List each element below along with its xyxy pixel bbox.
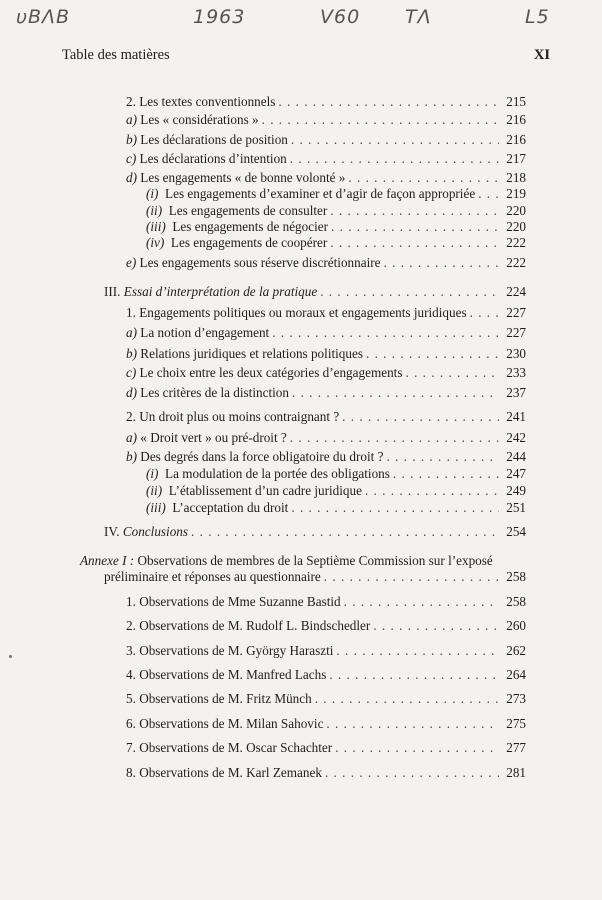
entry-number: (ii)	[146, 203, 163, 218]
entry-page: 220	[506, 203, 526, 218]
toc-entry	[104, 569, 526, 585]
entry-page: 264	[506, 667, 526, 682]
toc-entry	[126, 385, 526, 401]
entry-page: 247	[506, 466, 526, 481]
entry-page: 249	[506, 483, 526, 498]
entry-number: 2.	[126, 409, 136, 424]
entry-number: IV.	[104, 524, 120, 539]
toc-entry	[126, 643, 526, 659]
toc-entry	[126, 691, 526, 707]
toc-entry	[146, 219, 526, 235]
entry-page: 218	[506, 170, 526, 185]
entry-page: 254	[506, 524, 526, 539]
running-header-title: Table des matières	[62, 47, 170, 63]
handwritten-year: 1963	[193, 6, 246, 28]
entry-page: 260	[506, 618, 526, 633]
annex-heading	[80, 553, 493, 569]
entry-title: Observations de M. Oscar Schachter	[139, 740, 333, 755]
entry-number: d)	[126, 170, 137, 185]
entry-title: La modulation de la portée des obligations	[165, 466, 390, 481]
entry-number: (iii)	[146, 219, 166, 234]
entry-title: Les engagements sous réserve discrétionnaire	[139, 255, 381, 270]
entry-title: Les engagements de coopérer	[170, 235, 328, 250]
entry-title: Essai d’interprétation de la pratique	[123, 284, 318, 299]
entry-number: 5.	[126, 691, 136, 706]
entry-number: d)	[126, 385, 137, 400]
entry-number: e)	[126, 255, 137, 270]
toc-entry	[126, 305, 526, 321]
entry-number: b)	[126, 449, 137, 464]
entry-page: 241	[506, 409, 526, 424]
entry-page: 219	[506, 186, 526, 201]
entry-page: 222	[506, 235, 526, 250]
entry-title: Observations de M. Milan Sahovic	[139, 716, 324, 731]
entry-title: Les engagements de négocier	[172, 219, 328, 234]
entry-title: Des degrés dans la force obligatoire du droit ?	[140, 449, 384, 464]
entry-number: 1.	[126, 305, 136, 320]
entry-number: c)	[126, 151, 137, 166]
entry-page: 224	[506, 284, 526, 299]
entry-number: b)	[126, 346, 137, 361]
entry-page: 216	[506, 132, 526, 147]
entry-title: Observations de M. Fritz Münch	[139, 691, 312, 706]
entry-title: Observations de Mme Suzanne Bastid	[139, 594, 341, 609]
entry-title: Les engagements « de bonne volonté »	[140, 170, 346, 185]
entry-number: 7.	[126, 740, 136, 755]
entry-page: 222	[506, 255, 526, 270]
entry-title: Observations de M. György Haraszti	[139, 643, 334, 658]
toc-entry	[126, 365, 526, 381]
entry-page: 233	[506, 365, 526, 380]
entry-page: 237	[506, 385, 526, 400]
entry-number: c)	[126, 365, 137, 380]
entry-title: Engagements politiques ou moraux et engagements juridiques	[139, 305, 467, 320]
entry-title: Conclusions	[122, 524, 189, 539]
entry-title: Observations de M. Manfred Lachs	[139, 667, 327, 682]
toc-entry	[126, 325, 526, 341]
entry-number: a)	[126, 430, 137, 445]
entry-title: Les engagements de consulter	[168, 203, 328, 218]
toc-entry	[126, 765, 526, 781]
entry-page: 273	[506, 691, 526, 706]
entry-title: Les engagements d’examiner et d’agir de façon appropriée	[165, 186, 476, 201]
entry-page: 242	[506, 430, 526, 445]
entry-title: Relations juridiques et relations politiques	[140, 346, 363, 361]
entry-number: (iii)	[146, 500, 166, 515]
entry-title: Les déclarations d’intention	[139, 151, 287, 166]
toc-entry	[126, 346, 526, 362]
toc-entry	[126, 112, 526, 128]
entry-page: 258	[506, 569, 526, 584]
annex-title-line1: Observations de membres de la Septième Commission sur l’exposé	[137, 553, 493, 568]
entry-page: 227	[506, 305, 526, 320]
entry-number: a)	[126, 112, 137, 127]
entry-title: Un droit plus ou moins contraignant ?	[139, 409, 340, 424]
entry-number: 2.	[126, 94, 136, 109]
entry-number: III.	[104, 284, 121, 299]
entry-title: Observations de M. Karl Zemanek	[139, 765, 322, 780]
entry-page: 244	[506, 449, 526, 464]
entry-number: (i)	[146, 466, 159, 481]
toc-entry	[126, 151, 526, 167]
handwritten-mark: TΛ	[405, 6, 432, 28]
entry-number: (iv)	[146, 235, 165, 250]
entry-number: (i)	[146, 186, 159, 201]
handwritten-note: υΒΛΒ	[16, 6, 71, 28]
running-header-page: XI	[533, 47, 550, 63]
entry-title: La notion d’engagement	[140, 325, 270, 340]
entry-number: 1.	[126, 594, 136, 609]
toc-entry	[126, 618, 526, 634]
entry-title: Les critères de la distinction	[140, 385, 289, 400]
toc-entry	[126, 716, 526, 732]
toc-entry	[126, 430, 526, 446]
paper-speck	[9, 655, 12, 658]
toc-entry	[146, 466, 526, 482]
toc-entry	[104, 524, 526, 540]
entry-page: 227	[506, 325, 526, 340]
entry-number: 4.	[126, 667, 136, 682]
entry-title: L’établissement d’un cadre juridique	[168, 483, 362, 498]
entry-page: 281	[506, 765, 526, 780]
entry-page: 262	[506, 643, 526, 658]
entry-number: 8.	[126, 765, 136, 780]
annex-label: Annexe I :	[80, 553, 135, 568]
entry-title: L’acceptation du droit	[172, 500, 289, 515]
entry-title: Observations de M. Rudolf L. Bindschedler	[139, 618, 371, 633]
entry-title: Le choix entre les deux catégories d’engagements	[139, 365, 403, 380]
entry-number: 2.	[126, 618, 136, 633]
entry-page: 217	[506, 151, 526, 166]
toc-entry	[146, 186, 526, 202]
toc-entry	[126, 740, 526, 756]
toc-entry	[126, 449, 526, 465]
entry-page: 277	[506, 740, 526, 755]
entry-page: 258	[506, 594, 526, 609]
toc-entry	[104, 284, 526, 300]
entry-number: 6.	[126, 716, 136, 731]
entry-title: Les textes conventionnels	[139, 94, 276, 109]
entry-number: a)	[126, 325, 137, 340]
entry-page: 275	[506, 716, 526, 731]
entry-page: 216	[506, 112, 526, 127]
entry-page: 220	[506, 219, 526, 234]
toc-entry	[126, 255, 526, 271]
toc-entry	[126, 94, 526, 110]
toc-entry	[126, 170, 526, 186]
entry-number: b)	[126, 132, 137, 147]
annex-title-line2: préliminaire et réponses au questionnaire	[104, 569, 321, 584]
entry-title: Les « considérations »	[140, 112, 259, 127]
toc-entry	[146, 203, 526, 219]
handwritten-code: V60	[320, 6, 361, 28]
toc-entry	[126, 594, 526, 610]
entry-page: 215	[506, 94, 526, 109]
entry-page: 230	[506, 346, 526, 361]
entry-page: 251	[506, 500, 526, 515]
entry-number: (ii)	[146, 483, 163, 498]
handwritten-shelf: L5	[525, 6, 550, 28]
entry-number: 3.	[126, 643, 136, 658]
toc-entry	[126, 409, 526, 425]
toc-entry	[146, 235, 526, 251]
toc-entry	[146, 500, 526, 516]
entry-title: « Droit vert » ou pré-droit ?	[140, 430, 287, 445]
entry-title: Les déclarations de position	[140, 132, 288, 147]
toc-entry	[146, 483, 526, 499]
toc-entry	[126, 667, 526, 683]
toc-entry	[126, 132, 526, 148]
